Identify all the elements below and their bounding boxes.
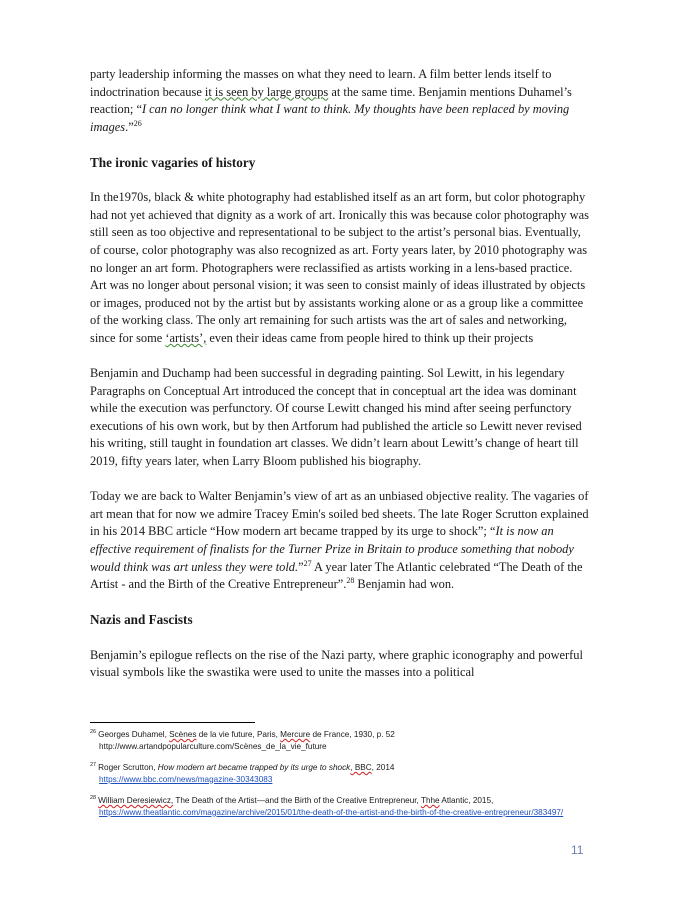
- section-heading-nazis-fascists: Nazis and Fascists: [90, 612, 193, 628]
- footnote-27: [90, 762, 590, 785]
- footnote-ref[interactable]: 27: [303, 558, 312, 568]
- page-number: 11: [571, 843, 584, 857]
- footnote-28: [90, 795, 590, 818]
- footnote-number: 27: [90, 762, 97, 769]
- spelling-flagged-text: Thhe: [420, 796, 440, 805]
- scrutton-quote: It is now an effective requirement of finalists for the Turner Prize in Britain to produce something that nobody would think was art unless they were told.: [90, 524, 574, 574]
- paragraph-2: [90, 189, 590, 347]
- paragraph-1: [90, 66, 590, 136]
- footnote-text: Georges Duhamel,: [98, 730, 170, 739]
- footnote-text: The Death of the Artist—and the Birth of the Creative Entrepreneur,: [173, 796, 421, 805]
- spelling-flagged-text: Mercure: [280, 730, 311, 739]
- paragraph-text: party leadership informing the masses on what they need to learn. A film better lends itself to indoctrination because: [90, 67, 552, 99]
- paragraph-text: Benjamin had won.: [354, 577, 455, 592]
- grammar-flagged-text: ‘artists’,: [165, 330, 207, 345]
- footnote-number: 26: [90, 729, 97, 736]
- paragraph-text: Today we are back to Walter Benjamin’s view of art as an unbiased objective reality. The vagaries of art mean that for now we admire Tracey Emin's soiled bed sheets. The late Roger Scrutton explained in his 2014 BBC article “How modern art became trapped by its urge to shock”; “: [90, 489, 589, 539]
- footnote-text: , 2014: [371, 763, 395, 772]
- spelling-flagged-text: , BBC: [350, 763, 372, 772]
- spelling-flagged-text: Scènes: [169, 730, 197, 739]
- section-heading-ironic-vagaries: The ironic vagaries of history: [90, 154, 256, 170]
- grammar-flagged-text: it is seen by large groups: [204, 84, 329, 99]
- paragraph-text: In the1970s, black & white photography had established itself as an art form, but color photography had not yet achieved that dignity as a work of art. Ironically this was because color photography was still seen as too objective and representational to be subject to the artist’s personal bias. Eventually, of course, color photography was also recognized as art. Forty years later, by 2010 photography was no longer an art form. Photographers were reclassified as artists working in a lens-based practice. Art was no longer about personal vision; it was seen to consist mainly of ideas illustrated by objects or images, produced not by the artist but by assistants working alone or as a group like a committee of the working class. The only art remaining for such artists was the art of sales and networking, since for some: [90, 190, 589, 345]
- footnotes: [90, 729, 590, 828]
- duhamel-quote: I can no longer think what I want to think. My thoughts have been replaced by moving images: [90, 102, 570, 134]
- paragraph-3: Benjamin and Duchamp had been successful in degrading painting. Sol Lewitt, in his legendary Paragraphs on Conceptual Art introduced the concept that in conceptual art the idea was dominant while the execution was perfunctory. Of course Lewitt changed his mind after seeing perfunctory executions of his own work, but by then Artforum had published the article so Lewitt never revised his writing, still taught in foundation art classes. We didn’t learn about Lewitt’s change of heart till 2019, fifty years later, when Larry Bloom published his biography.: [90, 366, 582, 469]
- footnote-text: Roger Scrutton,: [98, 763, 158, 772]
- paragraph-text: .”: [125, 119, 134, 134]
- footnote-ref[interactable]: 28: [346, 576, 355, 586]
- footnote-26: [90, 729, 590, 752]
- paragraph-text: ”: [298, 559, 304, 574]
- paragraph-4: [90, 488, 590, 594]
- footnote-url: http://www.artandpopularculture.com/Scènes_de_la_vie_future: [99, 741, 327, 751]
- footnote-separator: [90, 722, 255, 723]
- paragraph-text: A year later The Atlantic celebrated “The Death of the Artist - and the Birth of the Creative Entrepreneur”.: [90, 559, 583, 592]
- paragraph-text: even their ideas came from people hired to think up their projects: [206, 330, 534, 345]
- footnote-title: How modern art became trapped by its urge to shock: [157, 763, 351, 772]
- footnote-text: de France, 1930, p. 52: [310, 730, 395, 739]
- footnote-link[interactable]: https://www.theatlantic.com/magazine/archive/2015/01/the-death-of-the-artist-and-the-birth-of-the-creative-entrepreneur/383497/: [99, 807, 564, 817]
- spelling-flagged-text: William Deresiewicz,: [98, 796, 174, 805]
- footnote-ref[interactable]: 26: [133, 118, 142, 128]
- footnote-text: de la vie future, Paris,: [196, 730, 281, 739]
- footnote-link[interactable]: https://www.bbc.com/news/magazine-30343083: [99, 774, 273, 784]
- paragraph-text: at the same time. Benjamin mentions Duhamel’s reaction; “: [90, 84, 572, 117]
- footnote-number: 28: [90, 795, 97, 802]
- footnote-text: Atlantic, 2015,: [439, 796, 494, 805]
- paragraph-5: Benjamin’s epilogue reflects on the rise of the Nazi party, where graphic iconography and powerful visual symbols like the swastika were used to unite the masses into a political: [90, 647, 583, 680]
- body-text: [90, 66, 590, 699]
